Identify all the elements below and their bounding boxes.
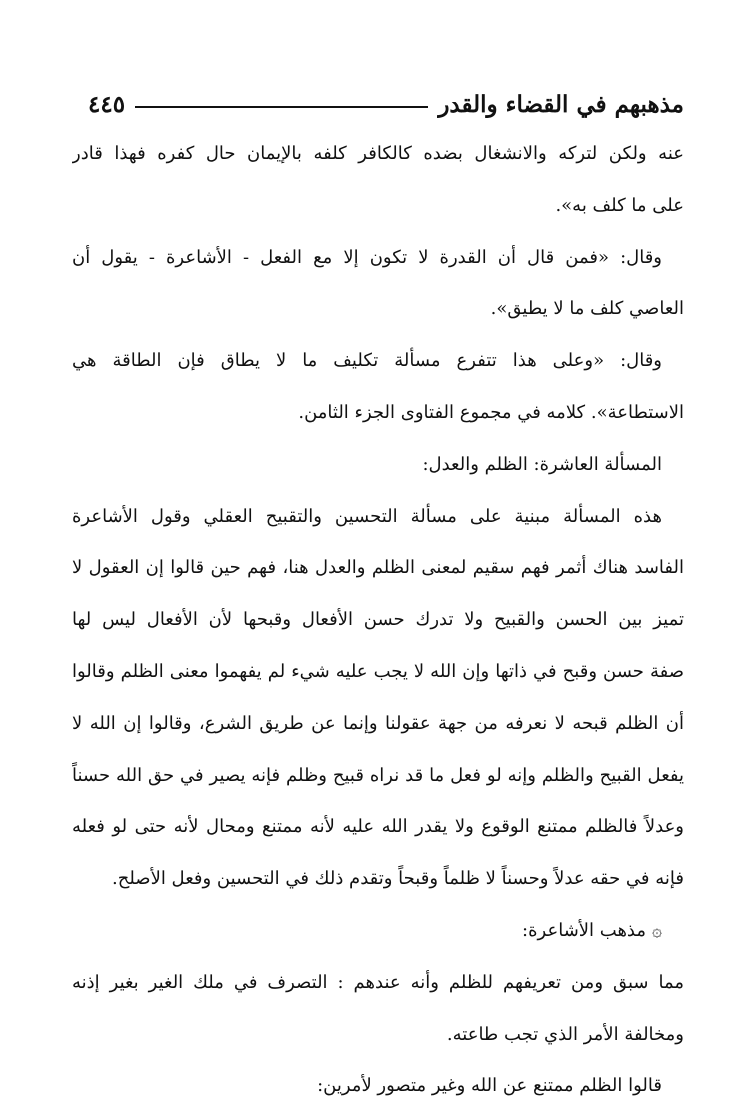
text-line: قالوا الظلم ممتنع عن الله وغير متصور لأمرين: — [317, 1075, 662, 1097]
text-line: عنه ولكن لتركه والانشغال بضده كالكافر كلفه بالإيمان حال كفره فهذا قادر — [72, 143, 684, 164]
text-line: الاستطاعة». كلامه في مجموع الفتاوى الجزء الثامن. — [298, 401, 684, 423]
text-line: على ما كلف به». — [555, 194, 684, 216]
text-line: هذه المسألة مبنية على مسألة التحسين والتقبيح العقلي وقول الأشاعرة — [72, 505, 662, 527]
text-line: يفعل القبيح والظلم وإنه لو فعل ما قد نراه قبيح وظلم فإنه يصير في حق الله حسناً — [72, 764, 684, 786]
page-number: ٤٤٥ — [88, 90, 126, 118]
header-rule — [135, 106, 428, 108]
text-line: فإنه في حقه عدلاً وحسناً لا ظلماً وقبحاً وتقدم ذلك في التحسين وفعل الأصلح. — [111, 868, 684, 890]
body-text — [72, 128, 684, 1112]
text-line: ومخالفة الأمر الذي تجب طاعته. — [446, 1023, 684, 1045]
text-line: العاصي كلف ما لا يطيق». — [490, 298, 684, 320]
header-title: مذهبهم في القضاء والقدر — [438, 90, 684, 118]
ornament-bullet-icon: ۞ — [652, 920, 662, 941]
subsection-heading — [72, 905, 684, 957]
subsection-heading-text: مذهب الأشاعرة: — [522, 919, 647, 941]
text-line: تميز بين الحسن والقبيح ولا تدرك حسن الأفعال وقبحها لأن الأفعال ليس لها — [72, 609, 684, 631]
text-line: الفاسد هناك أثمر فهم سقيم لمعنى الظلم والعدل هنا، فهم حين قالوا إن العقول لا — [72, 557, 684, 579]
text-line: صفة حسن وقبح في ذاتها وإن الله لا يجب عليه شيء لم يفهموا معنى الظلم وقالوا — [72, 660, 684, 682]
text-line: وقال: «وعلى هذا تتفرع مسألة تكليف ما لا يطاق فإن الطاقة هي — [72, 350, 662, 372]
text-line: وقال: «فمن قال أن القدرة لا تكون إلا مع الفعل - الأشاعرة - يقول أن — [72, 246, 662, 268]
section-heading: المسألة العاشرة: الظلم والعدل: — [422, 453, 662, 475]
text-line: مما سبق ومن تعريفهم للظلم وأنه عندهم : التصرف في ملك الغير بغير إذنه — [72, 971, 684, 993]
running-header — [88, 84, 684, 124]
text-line: وعدلاً فالظلم ممتنع الوقوع ولا يقدر الله عليه لأنه ممتنع ومحال لأنه حتى لو فعله — [72, 816, 684, 838]
text-line: أن الظلم قبحه لا نعرفه من جهة عقولنا وإنما عن طريق الشرع، وقالوا إن الله لا — [72, 712, 684, 734]
